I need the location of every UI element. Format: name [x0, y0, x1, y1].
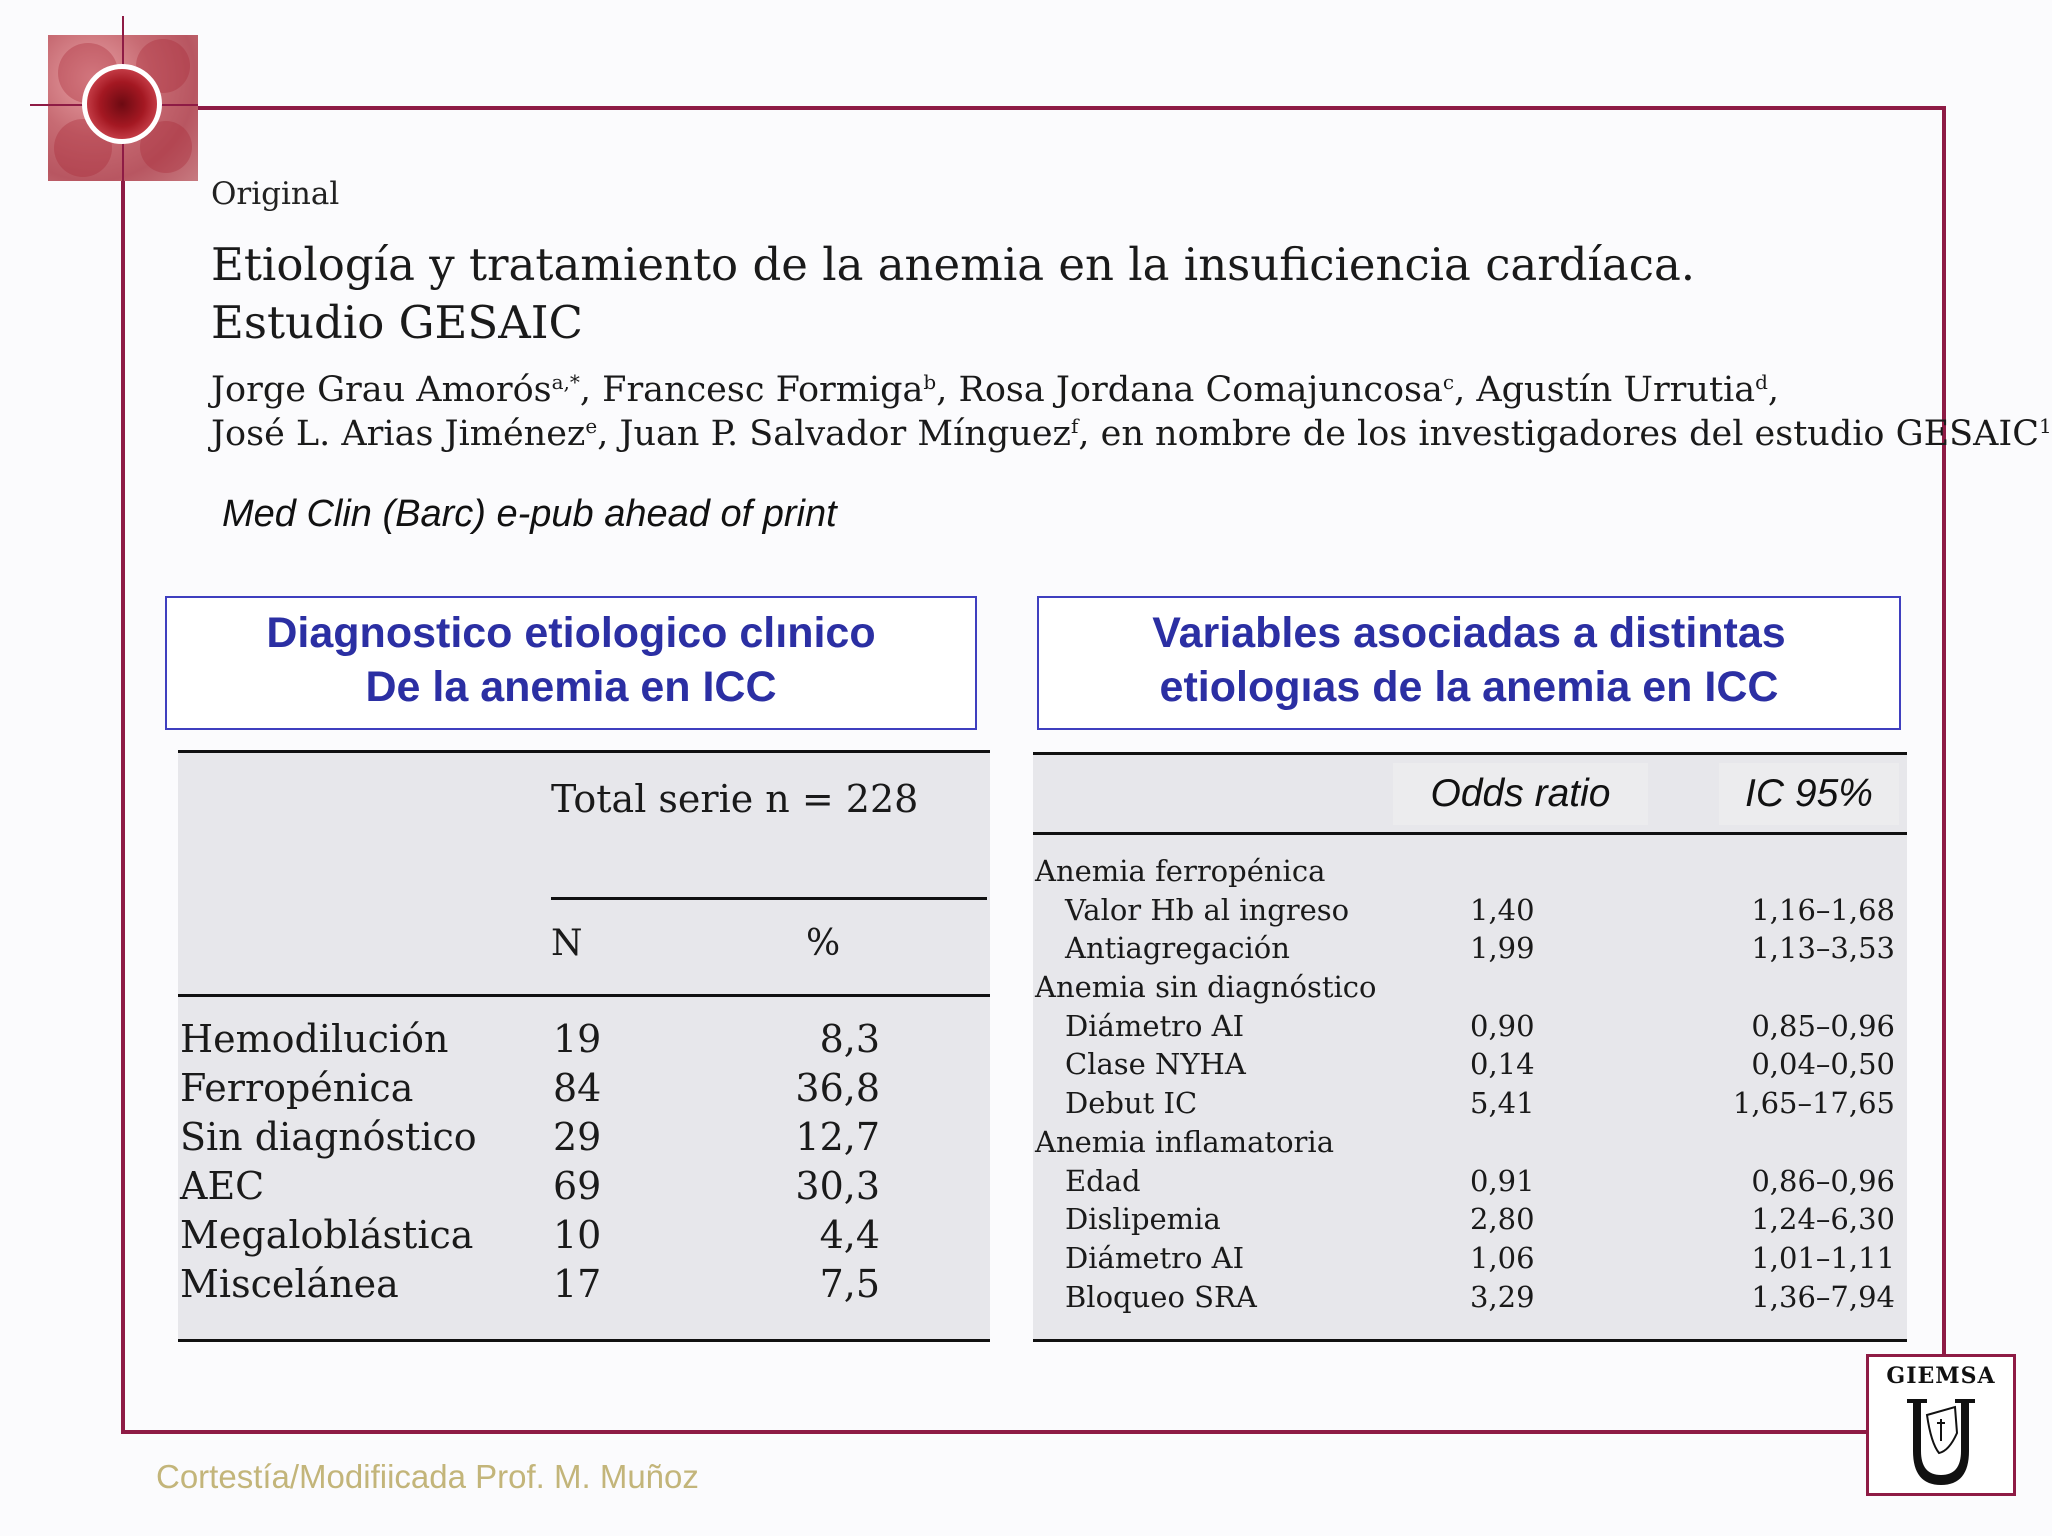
author-separator: , [1454, 370, 1477, 410]
row-n: 19 [553, 1017, 602, 1061]
table-row [1033, 891, 1907, 930]
table-row [1033, 1200, 1907, 1239]
odds-ratio-value: 1,40 [1470, 892, 1535, 927]
row-n: 69 [553, 1164, 602, 1208]
author-name: Agustín Urrutia [1476, 370, 1756, 410]
row-label: Ferropénica [180, 1066, 414, 1110]
author-name: Francesc Formiga [602, 370, 924, 410]
variable-label: Bloqueo SRA [1065, 1279, 1257, 1314]
giemsa-logo [1866, 1354, 2016, 1496]
ci-value: 0,85–0,96 [1751, 1008, 1895, 1043]
row-label: Sin diagnóstico [180, 1115, 477, 1159]
ci-value: 1,01–1,11 [1751, 1240, 1895, 1275]
table-row [1033, 929, 1907, 968]
variable-label: Diámetro AI [1065, 1240, 1245, 1275]
author-affiliation: d [1755, 370, 1768, 394]
row-pct: 30,3 [795, 1164, 880, 1208]
giemsa-logo-text: GIEMSA [1886, 1363, 1996, 1389]
variable-label: Antiagregación [1065, 931, 1290, 966]
row-n: 17 [553, 1262, 602, 1306]
row-pct: 12,7 [795, 1115, 880, 1159]
odds-ratio-table [1033, 752, 1907, 1342]
right-heading-line-1: Variables asociadas a distintas [1152, 609, 1786, 657]
group-row [1033, 1123, 1907, 1162]
variable-label: Dislipemia [1065, 1202, 1221, 1237]
left-heading-line-2: De la anemia en ICC [365, 663, 777, 711]
table-row [1033, 1162, 1907, 1201]
table-row [178, 1064, 990, 1113]
table-row [178, 1015, 990, 1064]
title-line-1: Etiología y tratamiento de la anemia en la insuficiencia cardíaca. [211, 238, 1696, 291]
ci-value: 1,13–3,53 [1751, 931, 1895, 966]
left-panel-heading [165, 596, 977, 730]
row-label: Hemodilución [180, 1017, 449, 1061]
odds-ratio-value: 5,41 [1470, 1086, 1535, 1121]
table-row [1033, 1045, 1907, 1084]
variable-label: Edad [1065, 1163, 1141, 1198]
odds-ratio-value: 0,91 [1470, 1163, 1535, 1198]
group-row [1033, 968, 1907, 1007]
row-n: 10 [553, 1213, 602, 1257]
article-title [211, 236, 1695, 352]
left-heading-line-1: Diagnostico etiologico clınico [266, 609, 876, 657]
variable-label: Diámetro AI [1065, 1008, 1245, 1043]
ci-value: 1,24–6,30 [1751, 1202, 1895, 1237]
author-separator: , [1767, 370, 1780, 410]
author-name: Juan P. Salvador Mínguez [619, 414, 1071, 454]
author-affiliation: 1 [2039, 414, 2052, 438]
odds-ratio-value: 0,14 [1470, 1047, 1535, 1082]
etiology-table [178, 750, 990, 1342]
author-affiliation: c [1442, 370, 1455, 394]
variable-label: Clase NYHA [1065, 1047, 1246, 1082]
credit-text: Cortestía/Modifiicada Prof. M. Muñoz [156, 1458, 699, 1495]
row-label: Megaloblástica [180, 1213, 474, 1257]
row-label: Miscelánea [180, 1262, 399, 1306]
author-name: José L. Arias Jiménez [211, 414, 586, 454]
ci-value: 0,04–0,50 [1751, 1047, 1895, 1082]
author-separator: , [936, 370, 959, 410]
title-line-2: Estudio GESAIC [211, 296, 583, 349]
table-row [178, 1260, 990, 1309]
row-label: AEC [180, 1164, 265, 1208]
table-row [178, 1113, 990, 1162]
authors-line-1 [211, 368, 2052, 412]
author-affiliation: e [585, 414, 598, 438]
group-label: Anemia inflamatoria [1035, 1124, 1334, 1159]
odds-ratio-value: 0,90 [1470, 1008, 1535, 1043]
group-row [1033, 852, 1907, 891]
col-header-ci: IC 95% [1719, 763, 1899, 825]
col-header-n: N [551, 923, 583, 964]
group-label: Anemia sin diagnóstico [1035, 970, 1377, 1005]
table-row [1033, 1239, 1907, 1278]
author-separator: , en nombre de los investigadores del estudio GESAIC [1078, 414, 2039, 454]
row-n: 84 [553, 1066, 602, 1110]
total-series-header: Total serie n = 228 [551, 777, 919, 821]
col-header-pct: % [806, 923, 841, 964]
group-label: Anemia ferropénica [1035, 854, 1326, 888]
table-row [178, 1211, 990, 1260]
row-pct: 8,3 [819, 1017, 880, 1061]
odds-ratio-value: 1,99 [1470, 931, 1535, 966]
table-row [1033, 1007, 1907, 1046]
ci-value: 0,86–0,96 [1751, 1163, 1895, 1198]
right-heading-line-2: etiologıas de la anemia en ICC [1159, 663, 1779, 711]
variable-label: Debut IC [1065, 1086, 1198, 1121]
header-rule [551, 897, 987, 900]
col-header-odds-ratio: Odds ratio [1393, 763, 1648, 825]
ci-value: 1,65–17,65 [1732, 1086, 1895, 1121]
author-affiliation: a,* [551, 370, 580, 394]
row-n: 29 [553, 1115, 602, 1159]
ci-value: 1,36–7,94 [1751, 1279, 1895, 1314]
row-pct: 7,5 [819, 1262, 880, 1306]
author-affiliation: f [1070, 414, 1079, 438]
author-separator: , [597, 414, 620, 454]
odds-ratio-value: 1,06 [1470, 1240, 1535, 1275]
odds-ratio-rows [1033, 852, 1907, 1316]
header-rule [1033, 832, 1907, 835]
author-name: Rosa Jordana Comajuncosa [958, 370, 1443, 410]
table-row [1033, 1084, 1907, 1123]
ci-value: 1,16–1,68 [1751, 892, 1895, 927]
author-list [211, 368, 2052, 456]
row-pct: 4,4 [819, 1213, 880, 1257]
article-kicker: Original [211, 176, 340, 212]
row-pct: 36,8 [795, 1066, 880, 1110]
journal-citation: Med Clin (Barc) e-pub ahead of print [222, 493, 837, 535]
authors-line-2 [211, 412, 2052, 456]
odds-ratio-value: 3,29 [1470, 1279, 1535, 1314]
table-row [1033, 1278, 1907, 1317]
table-row [178, 1162, 990, 1211]
right-panel-heading [1037, 596, 1901, 730]
author-affiliation: b [923, 370, 937, 394]
variable-label: Valor Hb al ingreso [1065, 892, 1350, 927]
header-bottom-rule [178, 994, 990, 997]
shield-u-icon [1893, 1393, 1989, 1489]
odds-ratio-value: 2,80 [1470, 1202, 1535, 1237]
author-separator: , [579, 370, 603, 410]
etiology-rows [178, 1015, 990, 1309]
author-name: Jorge Grau Amorós [211, 370, 552, 410]
red-cell-icon [82, 64, 162, 144]
